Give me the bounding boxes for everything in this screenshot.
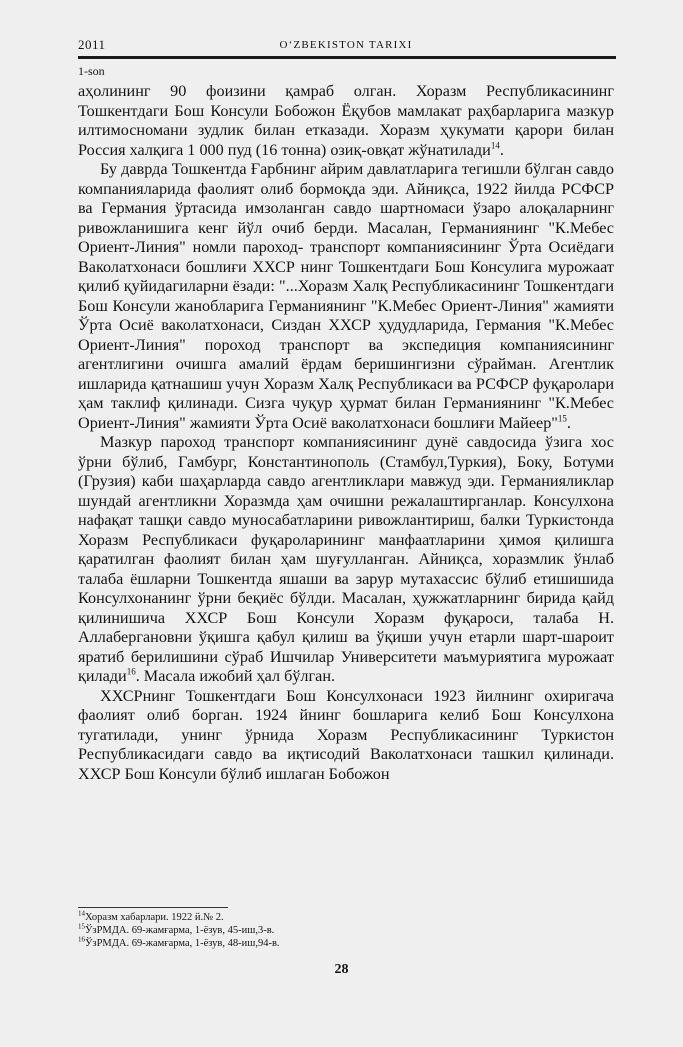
- page-number: 28: [334, 962, 349, 977]
- footnotes: [78, 911, 478, 950]
- footnote: $^{14}$Хоразм хабарлари. 1922 й.№ 2.: [78, 909, 224, 923]
- footnote-ref[interactable]: 14: [490, 140, 500, 151]
- paragraph: Бу даврда Тошкентда Ғарбнинг айрим давлатларига тегишли бўлган савдо компанияларида фаолият олиб бормоқда эди. Айниқса, 1922 йилда РСФСР ва Германия ўртасида имзоланган савдо шартномаси ўзаро алоқаларнинг ривожланишига кенг йўл очиб берди. Масалан, Германиянинг "К.Мебес Ориент-Линия" номли пароход- транспорт компаниясининг Ўрта Осиёдаги Ваколатхонаси бошлиғи ХХСР нинг Тошкентдаги Бош Консулига мурожаат қилиб қуйидагиларни ёзади: "...Хоразм Халқ Республикасининг Тошкентдаги Бош Консули жанобларига Германиянинг "К.Мебес Ориент-Линия" жамияти Ўрта Осиё ваколатхонаси, Сиздан ХХСР ҳудудларида, Германия "К.Мебес Ориент-Линия" пороход транспорт ва экспедиция компаниясининг агентлигини очишга амалий ёрдам беришингизни сўрайман. Агентлик ишларида қатнашиш учун Хоразм Халқ Республикаси ва РСФСР фуқаролари ҳам таклиф қилинади. Сизга чуқур ҳурмат билан Германиянинг "К.Мебес Ориент-Линия" жамияти Ўрта Осиё ваколатхонаси бошлиғи Майеер"$^{15}$.: [78, 160, 614, 432]
- footnote-separator: [78, 907, 228, 908]
- footnote-ref[interactable]: 15: [557, 413, 567, 424]
- footnote: $^{15}$ЎзРМДА. 69-жамғарма, 1-ёзув, 45-иш,3-в.: [78, 922, 275, 936]
- footnote-ref[interactable]: 16: [126, 666, 136, 677]
- header-journal-title: O‘ZBEKISTON TARIXI: [279, 39, 413, 51]
- header-year: 2011: [78, 37, 106, 52]
- paragraph: аҳолининг 90 фоизини қамраб олган. Хоразм Республикасининг Тошкентдаги Бош Консули Бобожон Ёқубов мамлакат раҳбарларига мазкур илтимосномани зудлик билан етказади. Хоразм ҳукумати қарори билан Россия халқига 1 000 пуд (16 тонна) озиқ-овқат жўнатилади$^{14}$.: [78, 82, 614, 159]
- header-rule: [78, 56, 616, 59]
- footnote: $^{16}$ЎзРМДА. 69-жамғарма, 1-ёзув, 48-иш,94-в.: [78, 935, 280, 949]
- header-issue: 1-son: [78, 64, 105, 78]
- paragraph: Мазкур пароход транспорт компаниясининг дунё савдосида ўзига хос ўрни бўлиб, Гамбург, Константинополь (Стамбул,Туркия), Боку, Ботуми (Грузия) каби шаҳарларда савдо агентликлари мавжуд эди. Германияликлар шундай агентликни Хоразмда ҳам очишни режалаштирганлар. Консулхона нафақат ташқи савдо муносабатларини ривожлантириш, балки Туркистонда Хоразм Республикаси фуқароларининг манфаатларини ҳимоя қилишга қаратилган фаолият билан ҳам шуғулланган. Айниқса, хоразмлик ўнлаб талаба ёшларни Тошкентда яшаши ва зарур мутахассис бўлиб етишишида Консулхонанинг ўрни беқиёс бўлди. Масалан, ҳужжатларнинг бирида қайд қилинишича ХХСР Бош Консули Хоразм фуқароси, талаба Н. Аллабергановни ўқишга қабул қилиш ва ўқиши учун етарли шарт-шароит яратиб берилишини сўраб Ишчилар Университети маъмуриятига мурожаат қилади$^{16}$. Масала ижобий ҳал бўлган.: [78, 433, 614, 685]
- paragraph: ХХСРнинг Тошкентдаги Бош Консулхонаси 1923 йилнинг охиригача фаолият олиб борган. 1924 йнинг бошларига келиб Бош Консулхона тугатилади, унинг ўрнида Хоразм Республикасининг Туркистон Республикасидаги савдо ва иқтисодий Ваколатхонаси ташкил қилинади. ХХСР Бош Консули бўлиб ишлаган Бобожон: [78, 686, 614, 783]
- article-body: [78, 82, 614, 784]
